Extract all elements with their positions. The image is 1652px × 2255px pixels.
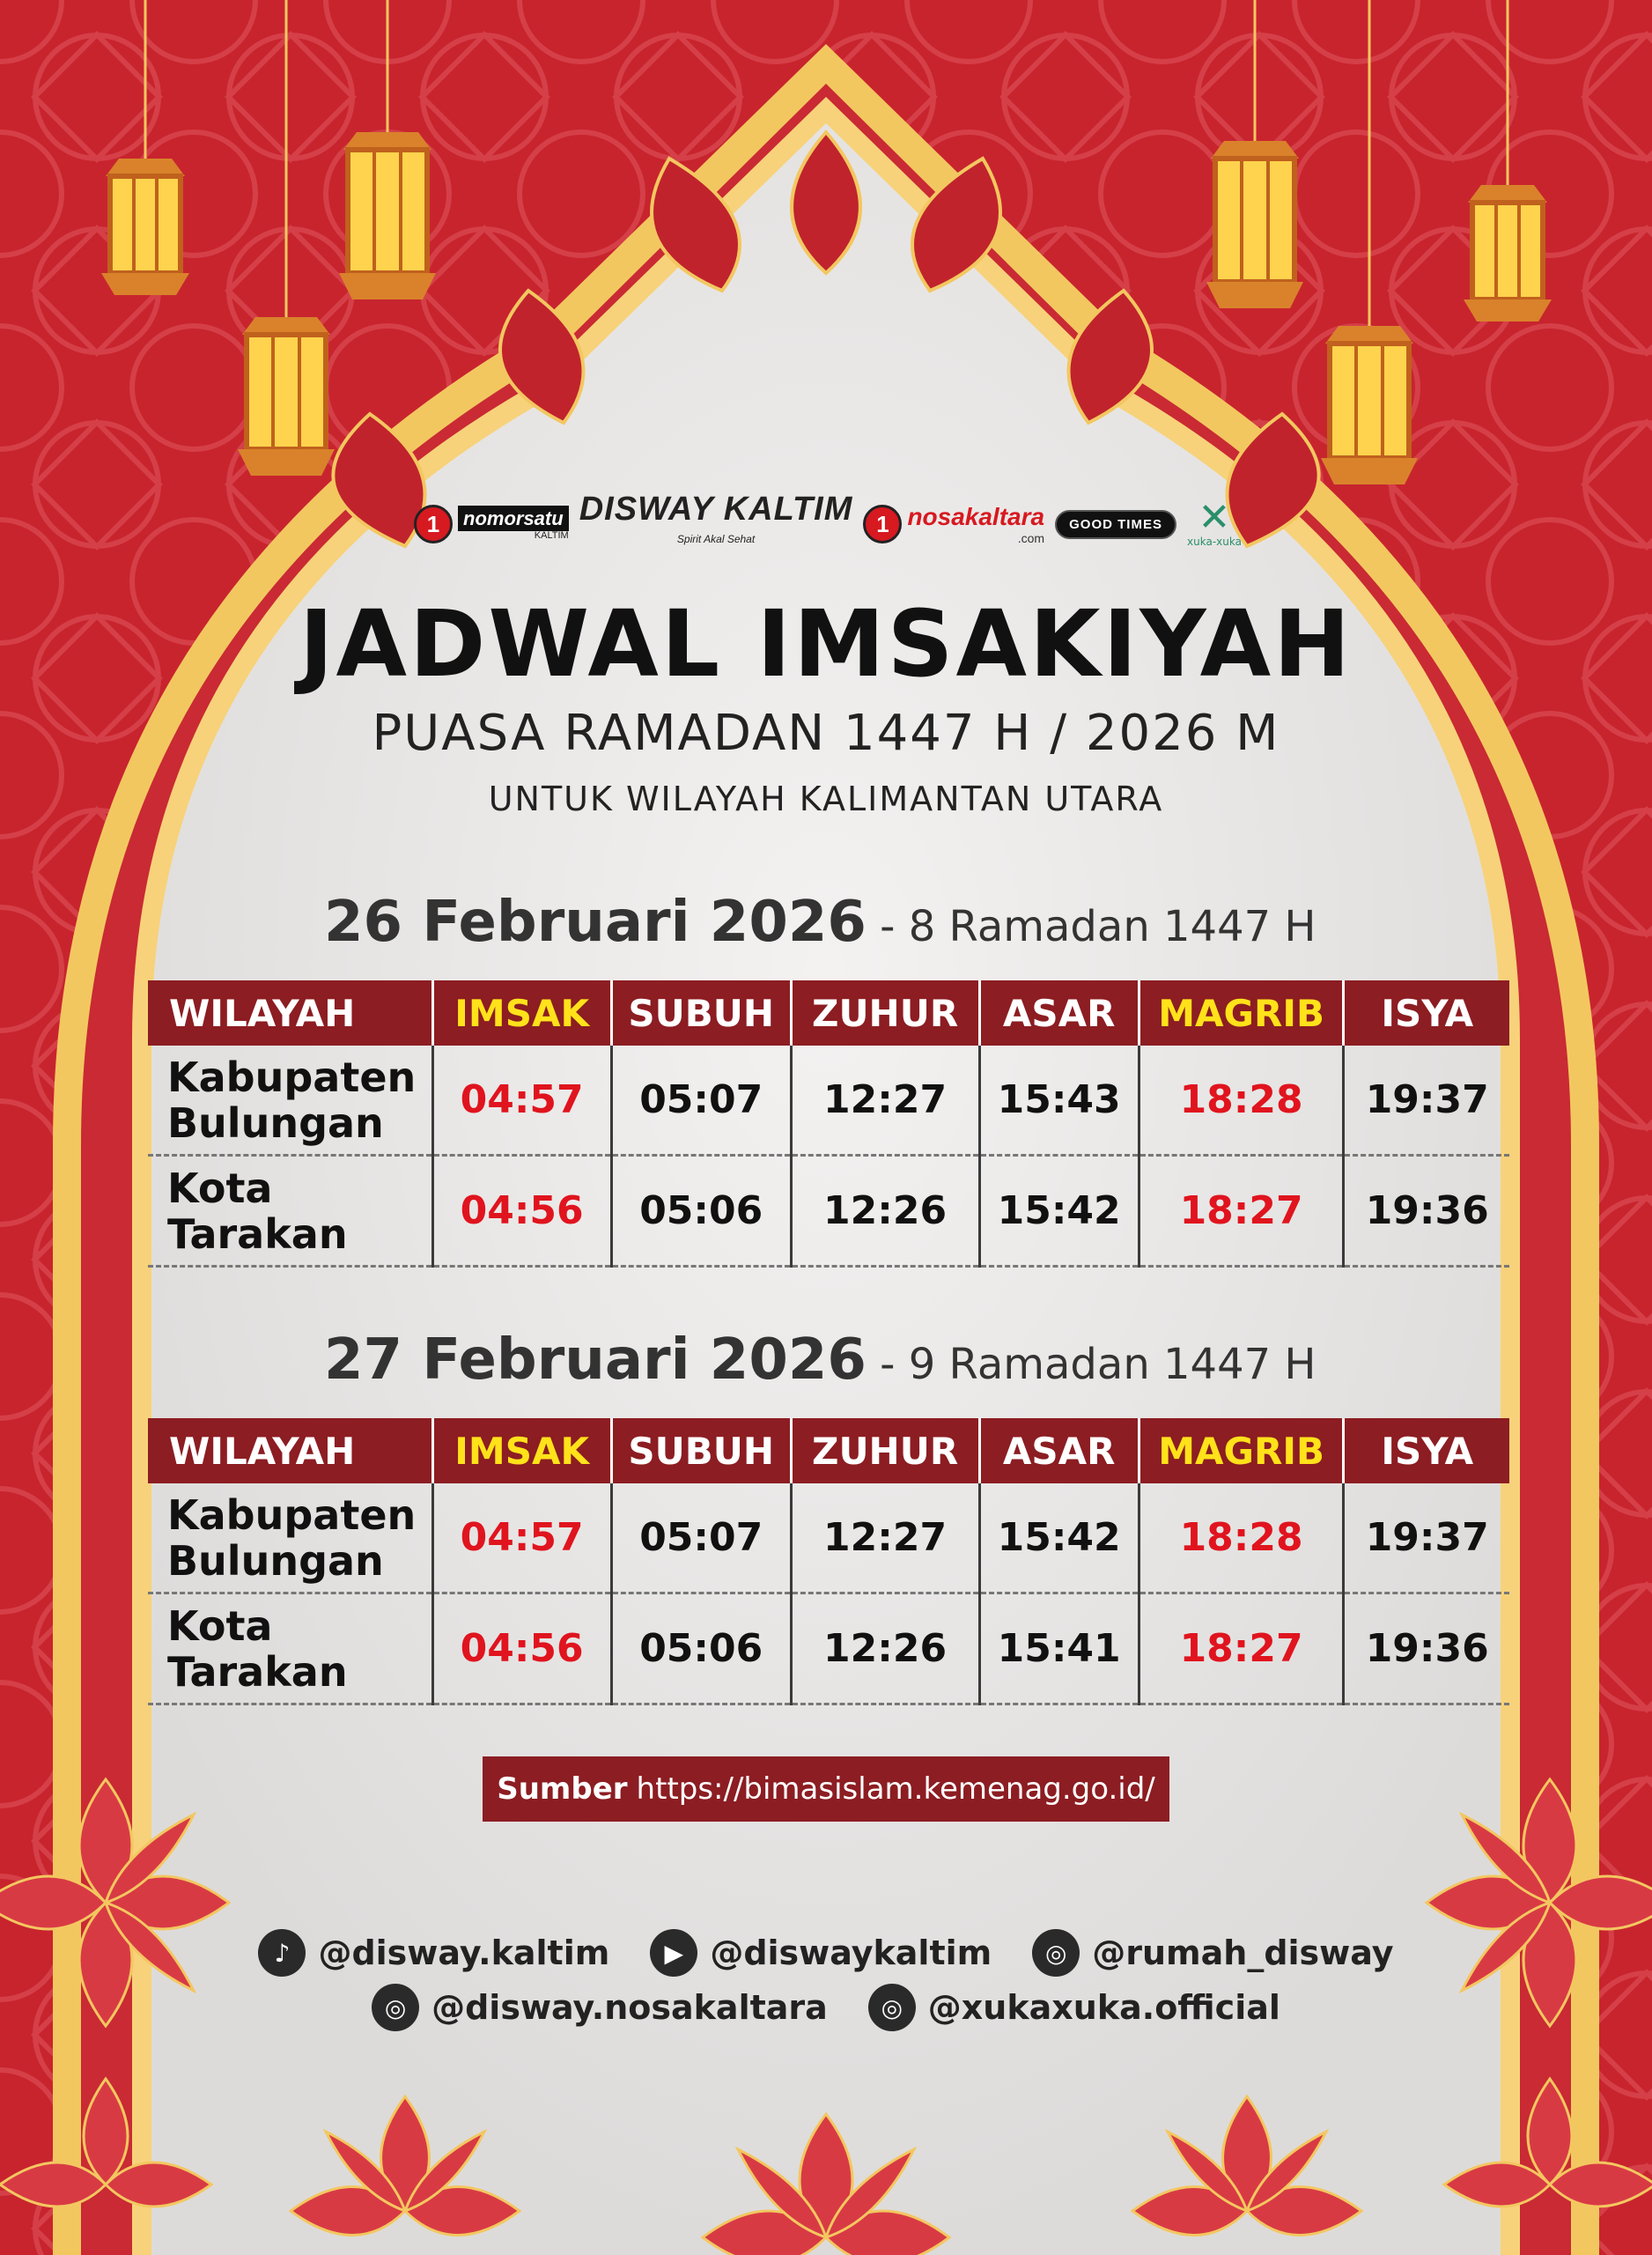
social-instagram-xukaxuka[interactable]: ◎ @xukaxuka.official [868, 1984, 1280, 2031]
imsak-cell: 04:57 [432, 1046, 611, 1156]
region-cell: Kabupaten Bulungan [148, 1046, 432, 1156]
table-row [148, 1156, 1509, 1267]
subuh-cell: 05:07 [611, 1483, 791, 1593]
social-youtube[interactable]: ▶ @diswaykaltim [650, 1929, 992, 1977]
imsak-cell: 04:56 [432, 1593, 611, 1704]
asar-cell: 15:41 [979, 1593, 1139, 1704]
xuka-mark: ✕ [1198, 495, 1231, 540]
region-subtitle: UNTUK WILAYAH KALIMANTAN UTARA [488, 780, 1164, 818]
instagram-icon: ◎ [372, 1984, 419, 2031]
region-cell: Kota Tarakan [148, 1593, 432, 1704]
col-header: ASAR [979, 980, 1139, 1046]
schedule-table [148, 980, 1509, 1268]
col-header: ISYA [1344, 980, 1509, 1046]
social-instagram-nosakaltara[interactable]: ◎ @disway.nosakaltara [372, 1984, 828, 2031]
col-header: IMSAK [432, 1418, 611, 1483]
schedule-table [148, 1418, 1509, 1705]
asar-cell: 15:43 [979, 1046, 1139, 1156]
asar-cell: 15:42 [979, 1156, 1139, 1267]
col-header: MAGRIB [1139, 980, 1344, 1046]
nomorsatu-mark: 1 [414, 505, 453, 543]
col-header: ASAR [979, 1418, 1139, 1483]
page-subtitle: PUASA RAMADAN 1447 H / 2026 M [372, 705, 1280, 762]
isya-cell: 19:36 [1344, 1593, 1509, 1704]
tiktok-icon: ♪ [258, 1929, 306, 1977]
subuh-cell: 05:06 [611, 1593, 791, 1704]
isya-cell: 19:37 [1344, 1046, 1509, 1156]
table-row [148, 1593, 1509, 1704]
table-row [148, 1046, 1509, 1156]
col-header: WILAYAH [148, 1418, 432, 1483]
logo-nomorsatu: 1 nomorsatu KALTIM [414, 505, 569, 543]
logo-disway: DISWAY KALTIM Spirit Akal Sehat [579, 491, 853, 545]
subuh-cell: 05:07 [611, 1046, 791, 1156]
table-header-row [148, 980, 1509, 1046]
magrib-cell: 18:27 [1139, 1156, 1344, 1267]
source-link[interactable]: https://bimasislam.kemenag.go.id/ [636, 1771, 1155, 1807]
isya-cell: 19:36 [1344, 1156, 1509, 1267]
col-header: ZUHUR [791, 980, 979, 1046]
imsak-cell: 04:57 [432, 1483, 611, 1593]
sponsor-logos [414, 489, 1242, 559]
logo-xuka: ✕ xuka-xuka [1187, 495, 1242, 548]
magrib-cell: 18:28 [1139, 1483, 1344, 1593]
magrib-cell: 18:28 [1139, 1046, 1344, 1156]
col-header: SUBUH [611, 1418, 791, 1483]
social-row [0, 1984, 1652, 2031]
logo-goodtimes: GOOD TIMES [1055, 510, 1176, 539]
col-header: MAGRIB [1139, 1418, 1344, 1483]
zuhur-cell: 12:27 [791, 1483, 979, 1593]
asar-cell: 15:42 [979, 1483, 1139, 1593]
social-tiktok[interactable]: ♪ @disway.kaltim [258, 1929, 609, 1977]
magrib-cell: 18:27 [1139, 1593, 1344, 1704]
col-header: WILAYAH [148, 980, 432, 1046]
region-cell: Kabupaten Bulungan [148, 1483, 432, 1593]
page-title: JADWAL IMSAKIYAH [299, 590, 1353, 698]
region-cell: Kota Tarakan [148, 1156, 432, 1267]
isya-cell: 19:37 [1344, 1483, 1509, 1593]
day-heading: 26 Februari 2026 - 8 Ramadan 1447 H [324, 890, 1316, 955]
col-header: IMSAK [432, 980, 611, 1046]
zuhur-cell: 12:27 [791, 1046, 979, 1156]
social-row [0, 1929, 1652, 1977]
nosakaltara-mark: 1 [863, 505, 902, 543]
imsak-cell: 04:56 [432, 1156, 611, 1267]
zuhur-cell: 12:26 [791, 1593, 979, 1704]
social-instagram-rumah[interactable]: ◎ @rumah_disway [1032, 1929, 1393, 1977]
table-header-row [148, 1418, 1509, 1483]
instagram-icon: ◎ [1032, 1929, 1080, 1977]
logo-nosakaltara: 1 nosakaltara .com [863, 503, 1044, 545]
zuhur-cell: 12:26 [791, 1156, 979, 1267]
subuh-cell: 05:06 [611, 1156, 791, 1267]
col-header: ZUHUR [791, 1418, 979, 1483]
col-header: ISYA [1344, 1418, 1509, 1483]
instagram-icon: ◎ [868, 1984, 916, 2031]
youtube-icon: ▶ [650, 1929, 697, 1977]
col-header: SUBUH [611, 980, 791, 1046]
table-row [148, 1483, 1509, 1593]
day-heading: 27 Februari 2026 - 9 Ramadan 1447 H [324, 1327, 1316, 1393]
source-banner: Sumber https://bimasislam.kemenag.go.id/ [483, 1756, 1169, 1822]
